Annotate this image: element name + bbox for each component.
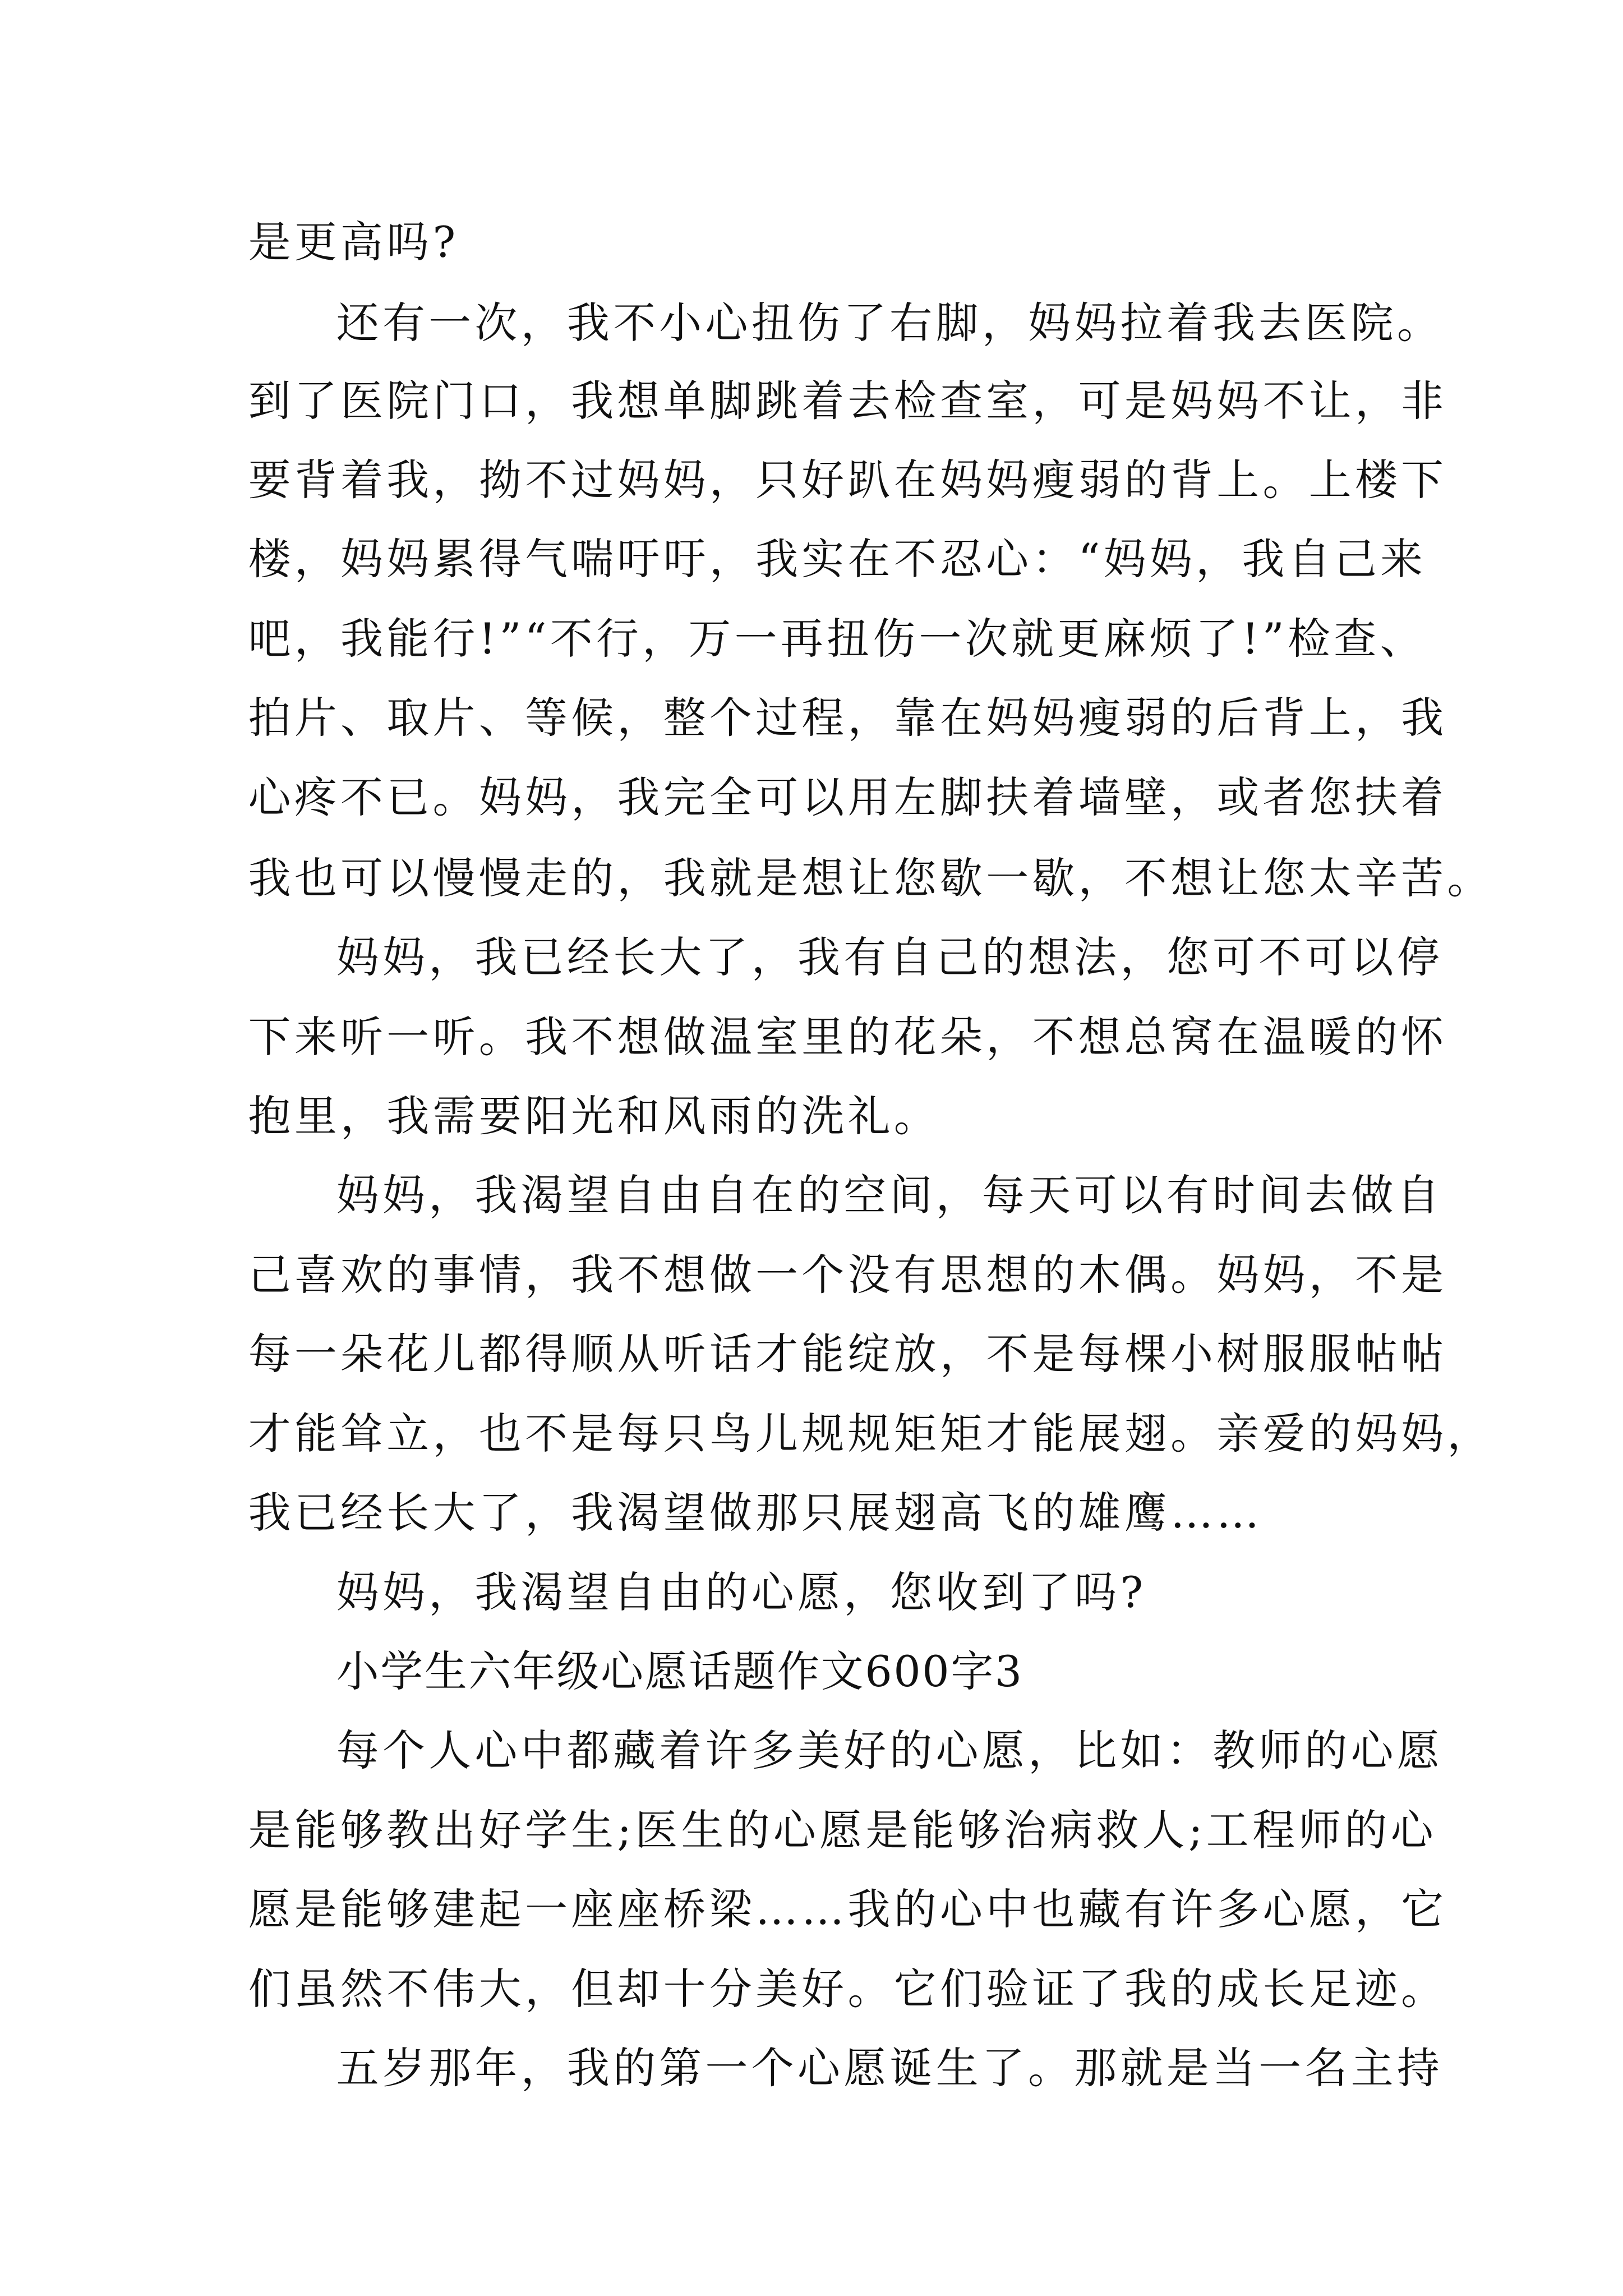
text-line: 楼，妈妈累得气喘吁吁，我实在不忍心：“妈妈，我自己来 bbox=[248, 535, 1427, 585]
text-line: 要背着我，拗不过妈妈，只好趴在妈妈瘦弱的背上。上楼下 bbox=[248, 455, 1447, 505]
paragraph-first-line: 妈妈，我已经长大了，我有自己的想法，您可不可以停 bbox=[336, 933, 1444, 983]
paragraph-first-line: 还有一次，我不小心扭伤了右脚，妈妈拉着我去医院。 bbox=[336, 298, 1444, 348]
text-line: 我已经长大了，我渴望做那只展翅高飞的雄鹰…… bbox=[248, 1488, 1263, 1538]
text-line: 己喜欢的事情，我不想做一个没有思想的木偶。妈妈，不是 bbox=[248, 1250, 1447, 1300]
text-line: 我也可以慢慢走的，我就是想让您歇一歇，不想让您太辛苦。 bbox=[248, 853, 1493, 903]
paragraph-first-line: 妈妈，我渴望自由的心愿，您收到了吗? bbox=[336, 1567, 1147, 1617]
text-line: 下来听一听。我不想做温室里的花朵，不想总窝在温暖的怀 bbox=[248, 1012, 1447, 1062]
paragraph-first-line: 五岁那年，我的第一个心愿诞生了。那就是当一名主持 bbox=[336, 2044, 1444, 2093]
text-line: 们虽然不伟大，但却十分美好。它们验证了我的成长足迹。 bbox=[248, 1964, 1447, 2014]
text-line: 到了医院门口，我想单脚跳着去检查室，可是妈妈不让，非 bbox=[248, 376, 1447, 426]
paragraph-first-line: 妈妈，我渴望自由自在的空间，每天可以有时间去做自 bbox=[336, 1171, 1444, 1221]
section-heading: 小学生六年级心愿话题作文600字3 bbox=[336, 1647, 1023, 1697]
text-line: 才能耸立，也不是每只鸟儿规规矩矩才能展翅。亲爱的妈妈， bbox=[248, 1409, 1493, 1458]
text-line: 每一朵花儿都得顺从听话才能绽放，不是每棵小树服服帖帖 bbox=[248, 1329, 1447, 1379]
text-line: 是更高吗? bbox=[248, 217, 459, 267]
text-line: 吧，我能行!”“不行，万一再扭伤一次就更麻烦了!”检查、 bbox=[248, 614, 1426, 664]
paragraph-first-line: 每个人心中都藏着许多美好的心愿，比如：教师的心愿 bbox=[336, 1726, 1444, 1776]
text-line: 拍片、取片、等候，整个过程，靠在妈妈瘦弱的后背上，我 bbox=[248, 693, 1447, 743]
text-line: 愿是能够建起一座座桥梁……我的心中也藏有许多心愿，它 bbox=[248, 1885, 1447, 1935]
text-line: 心疼不已。妈妈，我完全可以用左脚扶着墙壁，或者您扶着 bbox=[248, 772, 1447, 822]
text-line: 抱里，我需要阳光和风雨的洗礼。 bbox=[248, 1092, 940, 1142]
text-line: 是能够教出好学生;医生的心愿是能够治病救人;工程师的心 bbox=[248, 1805, 1437, 1855]
